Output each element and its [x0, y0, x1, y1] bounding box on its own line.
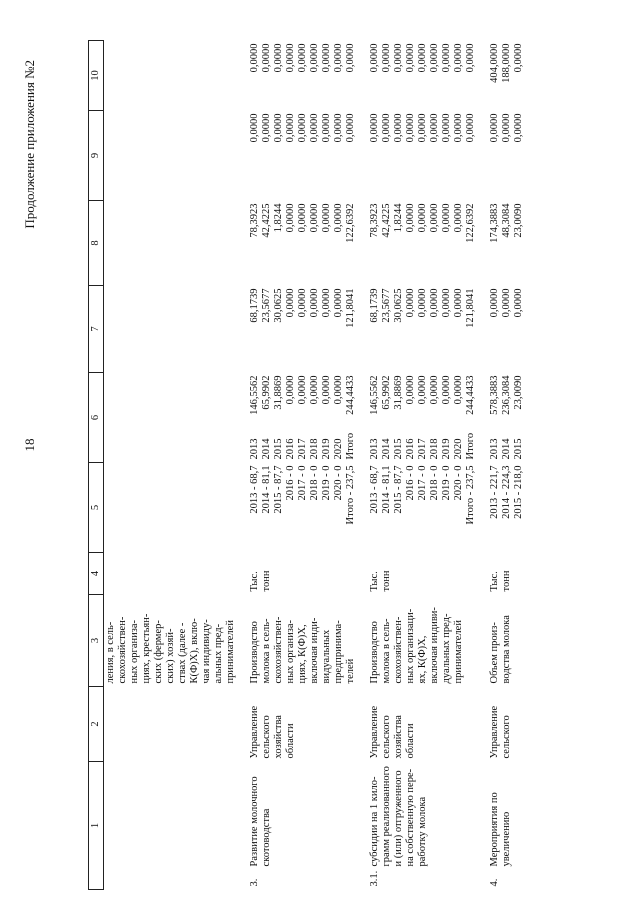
text-line: 2013 - 68,7 [249, 465, 260, 514]
text-line: 0,0000 [453, 203, 464, 233]
text-line: 2018 - 0 [309, 465, 320, 501]
text-line: 2017 - 0 [297, 465, 308, 501]
text-line: 244,4433 [465, 375, 476, 415]
text-line: 0,0000 [405, 113, 416, 143]
row-name [249, 776, 273, 866]
text-line: 0,0000 [513, 113, 524, 143]
row-executor [488, 687, 526, 762]
text-line: 2020 [453, 438, 464, 460]
row-col6-values [369, 376, 477, 415]
text-line: 2015 [513, 438, 524, 460]
text-line: 2016 - 0 [405, 465, 416, 501]
text-line: 146,5562 [369, 375, 380, 415]
text-line: 2018 [429, 438, 440, 460]
text-line: Развитие молочного [249, 776, 260, 867]
text-line: 2016 [405, 438, 416, 460]
text-line: 244,4433 [345, 375, 356, 415]
col-header-3: 3 [89, 595, 104, 687]
text-line: 0,0000 [321, 113, 332, 143]
text-line: 0,0000 [453, 375, 464, 405]
text-line: 23,5677 [381, 288, 392, 323]
col-header-6: 6 [89, 373, 104, 463]
text-line: 0,0000 [309, 113, 320, 143]
text-line: Тыс. [249, 571, 260, 592]
text-line: 2014 [381, 438, 392, 460]
row-name [489, 792, 513, 866]
text-line: 2015 [393, 438, 404, 460]
text-line: 0,0000 [333, 113, 344, 143]
row-col9-values [488, 111, 526, 201]
row-indicator [248, 595, 358, 687]
text-line: 0,0000 [429, 113, 440, 143]
text-line: 174,3883 [489, 203, 500, 243]
row-years [489, 439, 525, 460]
row-years [369, 433, 477, 460]
text-line: Итого [465, 432, 476, 460]
text-line: скохозяйствен- [273, 616, 284, 684]
text-line: 121,8041 [345, 288, 356, 328]
row-indicator [488, 595, 526, 687]
text-line: 0,0000 [273, 43, 284, 73]
text-line: хозяйства [393, 715, 404, 759]
col-header-5: 5 [89, 463, 104, 553]
text-line: альных пред- [213, 623, 224, 684]
text-line: 0,0000 [285, 203, 296, 233]
text-line: 0,0000 [405, 203, 416, 233]
table-row-3 [248, 41, 358, 890]
text-line: 0,0000 [321, 375, 332, 405]
text-line: 0,0000 [465, 113, 476, 143]
program-table [88, 40, 526, 890]
text-line: 0,0000 [489, 113, 500, 143]
text-line: 78,3923 [249, 203, 260, 238]
text-line: тонн [381, 570, 392, 592]
text-line: 2014 - 81,1 [261, 465, 272, 514]
row-number: 3. [249, 878, 260, 887]
text-line: 2017 - 0 [417, 465, 428, 501]
text-line: 2015 - 218,0 [513, 465, 524, 519]
header-row [89, 41, 104, 890]
text-line: Итого - 237,5 [345, 465, 356, 525]
row-indicator [368, 595, 478, 687]
text-line: 2017 [297, 438, 308, 460]
col-header-7: 7 [89, 286, 104, 373]
row-years [249, 433, 357, 460]
text-line: сельского [261, 715, 272, 759]
text-line: 0,0000 [501, 288, 512, 318]
text-line: Производство [249, 621, 260, 684]
text-line: 0,0000 [321, 43, 332, 73]
text-line: 146,5562 [249, 375, 260, 415]
text-line: 2013 [249, 438, 260, 460]
text-line: 2019 [441, 438, 452, 460]
row-col7-values [248, 286, 358, 373]
row-name-cell [488, 762, 526, 890]
text-line: 31,8869 [273, 375, 284, 410]
row-col7-values [488, 286, 526, 373]
text-line: сельского [501, 715, 512, 759]
text-line: скотоводства [261, 808, 272, 867]
row-years-col6 [488, 373, 526, 463]
text-line: на собственную пере- [405, 768, 416, 867]
text-line: грамм реализованного [381, 766, 392, 867]
text-line: 0,0000 [297, 203, 308, 233]
text-line: 0,0000 [297, 375, 308, 405]
row-name [369, 766, 429, 866]
text-line: 2018 [309, 438, 320, 460]
text-line: области [285, 723, 296, 759]
text-line: 0,0000 [405, 375, 416, 405]
text-line: ления, в сель- [105, 621, 116, 684]
text-line: 65,9902 [381, 375, 392, 410]
text-line: 42,4225 [261, 203, 272, 238]
text-line: ских) хозяй- [165, 628, 176, 684]
text-line: 0,0000 [297, 43, 308, 73]
text-line: 68,1739 [369, 288, 380, 323]
text-line: 0,0000 [417, 43, 428, 73]
text-line: 0,0000 [333, 203, 344, 233]
text-line: 65,9902 [261, 375, 272, 410]
text-line: работку молока [417, 796, 428, 867]
text-line: 0,0000 [417, 288, 428, 318]
text-line: 578,3883 [489, 375, 500, 415]
text-line: 2017 [417, 438, 428, 460]
text-line: и (или) отгруженного [393, 770, 404, 867]
text-line: 0,0000 [441, 113, 452, 143]
row-col9-values [368, 111, 478, 201]
text-line: 188,0000 [501, 43, 512, 83]
text-line: циях, К(Ф)Х, [297, 624, 308, 684]
row-col8-values [248, 201, 358, 286]
text-line: 23,0090 [513, 203, 524, 238]
col-header-9: 9 [89, 111, 104, 201]
text-line: ях, К(Ф)Х, [417, 635, 428, 684]
text-line: 2019 - 0 [321, 465, 332, 501]
text-line: 0,0000 [429, 203, 440, 233]
text-line: 0,0000 [429, 288, 440, 318]
row-col10-values [488, 41, 526, 111]
text-line: 0,0000 [441, 375, 452, 405]
text-line: 0,0000 [453, 113, 464, 143]
text-line: области [405, 723, 416, 759]
text-line: 42,4225 [381, 203, 392, 238]
text-line: 0,0000 [393, 43, 404, 73]
text-line: 0,0000 [285, 43, 296, 73]
text-line: Управление [489, 705, 500, 759]
text-line: ных организаци- [405, 608, 416, 684]
text-line: 2016 [285, 438, 296, 460]
text-line: 0,0000 [381, 113, 392, 143]
col-header-2: 2 [89, 687, 104, 762]
text-line: 0,0000 [333, 375, 344, 405]
col-header-10: 10 [89, 41, 104, 111]
text-line: Тыс. [489, 571, 500, 592]
text-line: 0,0000 [309, 375, 320, 405]
text-line: 0,0000 [285, 375, 296, 405]
text-line: предпринима- [333, 620, 344, 684]
text-line: 0,0000 [261, 113, 272, 143]
text-line: 78,3923 [369, 203, 380, 238]
text-line: 0,0000 [441, 43, 452, 73]
text-line: 0,0000 [465, 43, 476, 73]
text-line: 30,0625 [393, 288, 404, 323]
row-col7-values [368, 286, 478, 373]
text-line: 31,8869 [393, 375, 404, 410]
row-col8-values [488, 201, 526, 286]
text-line: ствах (далее - [177, 622, 188, 684]
text-line: 2014 [261, 438, 272, 460]
text-line: ных организа- [129, 619, 140, 684]
text-line: 0,0000 [429, 375, 440, 405]
text-line: 0,0000 [405, 43, 416, 73]
row-unit [248, 553, 358, 595]
text-line: Тыс. [369, 571, 380, 592]
text-line: 23,5677 [261, 288, 272, 323]
text-line: 0,0000 [261, 43, 272, 73]
row-plan-values [488, 463, 526, 553]
row-number: 4. [489, 878, 500, 887]
text-line: тонн [501, 570, 512, 592]
text-line: 2016 - 0 [285, 465, 296, 501]
row-name-cell [368, 762, 478, 890]
text-line: водства молока [501, 615, 512, 684]
continuation-caption: Продолжение приложения №2 [22, 60, 37, 229]
text-line: 2020 - 0 [453, 465, 464, 501]
row-executor [248, 687, 358, 762]
text-line: включая индиви- [429, 607, 440, 684]
text-line: Мероприятия по [489, 792, 500, 867]
text-line: 48,3084 [501, 203, 512, 238]
text-line: Управление [369, 705, 380, 759]
text-line: Производство [369, 621, 380, 684]
row-col10-values [248, 41, 358, 111]
row-number: 3.1. [369, 870, 380, 887]
text-line: 0,0000 [513, 288, 524, 318]
text-line: 0,0000 [321, 288, 332, 318]
text-line: тонн [261, 570, 272, 592]
text-line: 0,0000 [333, 288, 344, 318]
text-line: 0,0000 [513, 43, 524, 73]
text-line: 0,0000 [441, 203, 452, 233]
text-line: 2015 - 87,7 [393, 465, 404, 514]
text-line: 0,0000 [285, 113, 296, 143]
table-row-4 [488, 41, 526, 890]
row-unit [368, 553, 478, 595]
row-col8-values [368, 201, 478, 286]
text-line: 0,0000 [333, 43, 344, 73]
row-col10-values [368, 41, 478, 111]
text-line: 2013 - 68,7 [369, 465, 380, 514]
text-line: субсидии на 1 кило- [369, 776, 380, 867]
text-line: 2020 - 0 [333, 465, 344, 501]
text-line: 122,6392 [345, 203, 356, 243]
text-line: 0,0000 [417, 203, 428, 233]
text-line: 0,0000 [309, 203, 320, 233]
text-line: 0,0000 [345, 43, 356, 73]
text-line: 0,0000 [321, 203, 332, 233]
text-line: 2013 [489, 438, 500, 460]
row-executor [368, 687, 478, 762]
row-unit [488, 553, 526, 595]
text-line: 236,3084 [501, 375, 512, 415]
row-col9-values [248, 111, 358, 201]
text-line: Объем произ- [489, 622, 500, 684]
text-line: 0,0000 [501, 113, 512, 143]
text-line: включая инди- [309, 617, 320, 684]
text-line: 2013 - 221,7 [489, 465, 500, 519]
continued-indicator-text [104, 595, 239, 687]
text-line: 0,0000 [249, 43, 260, 73]
text-line: 2015 - 87,7 [273, 465, 284, 514]
text-line: 0,0000 [429, 43, 440, 73]
text-line: 2015 [273, 438, 284, 460]
row-col6-values [249, 376, 357, 415]
text-line: 2014 - 224,3 [501, 465, 512, 519]
text-line: Итого [345, 432, 356, 460]
text-line: К(Ф)Х), вклю- [189, 618, 200, 684]
row-plan-values [368, 463, 478, 553]
text-line: 2019 - 0 [441, 465, 452, 501]
col-header-4: 4 [89, 553, 104, 595]
text-line: 1,8244 [393, 203, 404, 233]
row-years-col6 [368, 373, 478, 463]
text-line: 0,0000 [369, 43, 380, 73]
text-line: ских (фермер- [153, 620, 164, 684]
text-line: 0,0000 [309, 43, 320, 73]
text-line: 0,0000 [453, 43, 464, 73]
text-line: 2014 [501, 438, 512, 460]
text-line: 0,0000 [417, 113, 428, 143]
text-line: 68,1739 [249, 288, 260, 323]
text-line: телей [345, 658, 356, 684]
text-line: молока в сель- [381, 618, 392, 684]
text-line: 30,0625 [273, 288, 284, 323]
text-line: молока в сель- [261, 618, 272, 684]
col-header-1: 1 [89, 762, 104, 890]
text-line: 2020 [333, 438, 344, 460]
text-line: сельского [381, 715, 392, 759]
text-line: 0,0000 [309, 288, 320, 318]
text-line: 0,0000 [369, 113, 380, 143]
text-line: 0,0000 [417, 375, 428, 405]
text-line: дуальных пред- [441, 613, 452, 684]
text-line: 0,0000 [441, 288, 452, 318]
text-line: 0,0000 [285, 288, 296, 318]
text-line: 2019 [321, 438, 332, 460]
continuation-row [104, 41, 239, 890]
text-line: скохозяйствен- [393, 616, 404, 684]
text-line: 404,0000 [489, 43, 500, 83]
text-line: Управление [249, 705, 260, 759]
text-line: принимателей [225, 620, 236, 684]
text-line: 1,8244 [273, 203, 284, 233]
text-line: хозяйства [273, 715, 284, 759]
text-line: 0,0000 [381, 43, 392, 73]
text-line: увеличению [501, 811, 512, 867]
text-line: скохозяйствен- [117, 616, 128, 684]
text-line: 0,0000 [453, 288, 464, 318]
text-line: 0,0000 [297, 288, 308, 318]
text-line: принимателей [453, 620, 464, 684]
text-line: видуальных [321, 629, 332, 684]
text-line: ных организа- [285, 619, 296, 684]
col-header-8: 8 [89, 201, 104, 286]
row-name-cell [248, 762, 358, 890]
row-col6-values [489, 376, 525, 415]
text-line: 121,8041 [465, 288, 476, 328]
text-line: Итого - 237,5 [465, 465, 476, 525]
page-number: 18 [22, 438, 37, 452]
text-line: 23,0090 [513, 375, 524, 410]
text-line: 2018 - 0 [429, 465, 440, 501]
text-line: 0,0000 [297, 113, 308, 143]
text-line: циях, крестьян- [141, 613, 152, 684]
text-line: 0,0000 [393, 113, 404, 143]
text-line: чая индивиду- [201, 619, 212, 684]
text-line: 0,0000 [249, 113, 260, 143]
row-years-col6 [248, 373, 358, 463]
text-line: 0,0000 [405, 288, 416, 318]
text-line: 122,6392 [465, 203, 476, 243]
text-line: 2013 [369, 438, 380, 460]
text-line: 0,0000 [345, 113, 356, 143]
text-line: 2014 - 81,1 [381, 465, 392, 514]
table-row-3-1 [368, 41, 478, 890]
row-plan-values [248, 463, 358, 553]
text-line: 0,0000 [273, 113, 284, 143]
text-line: 0,0000 [489, 288, 500, 318]
